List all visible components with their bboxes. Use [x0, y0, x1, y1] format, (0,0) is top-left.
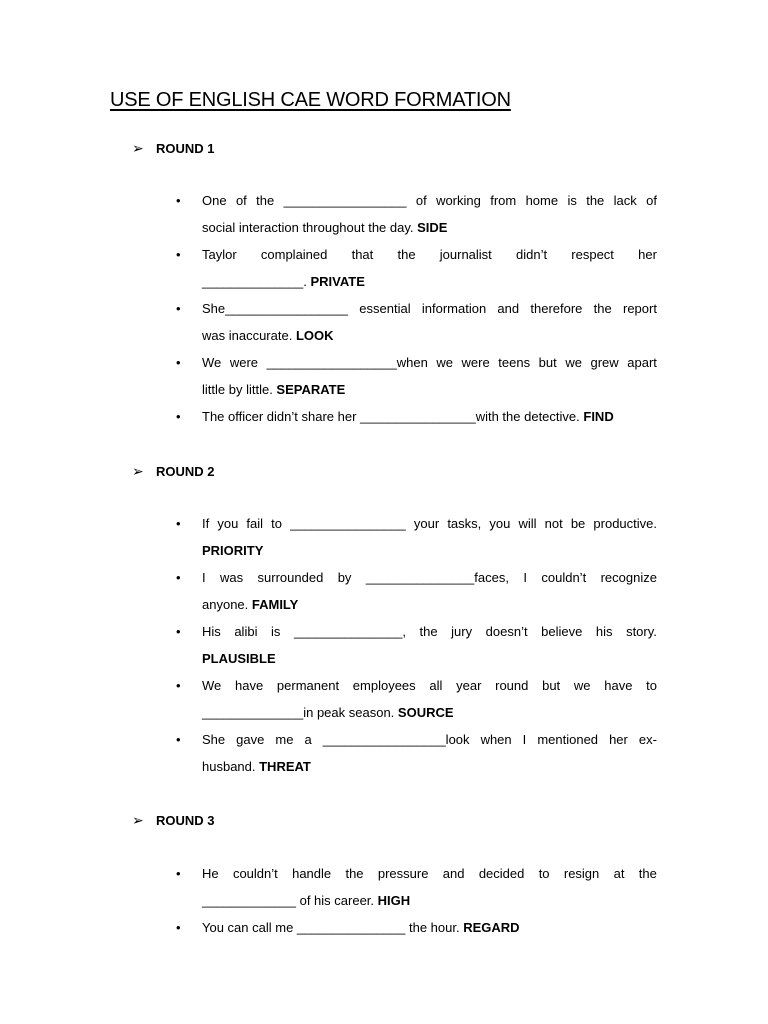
sentence-word: her: [609, 732, 628, 747]
sentence-word: We: [202, 355, 222, 370]
sentence-word: not: [544, 516, 563, 531]
sentence-text: husband.: [202, 759, 260, 774]
sentence-word: ex-: [638, 732, 657, 747]
sentence-line-2: [202, 753, 657, 780]
sentence-word: the: [419, 624, 438, 639]
sentence-word: teens: [498, 355, 531, 370]
sentence-word: be: [570, 516, 586, 531]
sentence-word: her: [638, 247, 657, 262]
sentence-word: One: [202, 193, 227, 208]
sentence-word: of: [646, 193, 657, 208]
sentence-word: employees: [352, 678, 416, 693]
sentence-word: by: [337, 570, 352, 585]
sentence-word: to: [271, 516, 282, 531]
bullet-icon: •: [176, 193, 181, 208]
sentence-word: couldn’t: [232, 866, 278, 881]
sentence-line-1: [202, 672, 657, 699]
sentence-word: apart: [627, 355, 657, 370]
arrow-bullet-icon: ➢: [132, 463, 144, 479]
sentence-word: is: [567, 193, 577, 208]
sentence-word: of: [415, 193, 427, 208]
sentence-line-1: [202, 564, 657, 591]
round-heading: [132, 139, 215, 158]
keyword: PRIVATE: [310, 274, 365, 289]
sentence-word: I: [523, 570, 527, 585]
sentence-word: jury: [451, 624, 473, 639]
sentence-line-2: [202, 322, 657, 349]
sentence-word: we: [436, 355, 453, 370]
keyword: HIGH: [377, 893, 411, 908]
sentence-text: _____________ of his career.: [202, 893, 378, 908]
sentence-word: couldn’t: [541, 570, 587, 585]
sentence-word: If: [202, 516, 210, 531]
bullet-icon: •: [176, 732, 181, 747]
bullet-icon: •: [176, 866, 181, 881]
sentence-word: essential: [359, 301, 411, 316]
keyword: PLAUSIBLE: [202, 651, 276, 666]
sentence-word: the: [397, 247, 416, 262]
sentence-word: _______________,: [293, 624, 406, 639]
sentence-word: __________________when: [266, 355, 428, 370]
sentence-text: little by little.: [202, 382, 277, 397]
sentence-word: mentioned: [537, 732, 599, 747]
sentence-word: were: [229, 355, 259, 370]
sentence-word: tasks,: [447, 516, 482, 531]
keyword: FIND: [583, 409, 614, 424]
sentence-word: handle: [292, 866, 332, 881]
sentence-word: decided: [478, 866, 525, 881]
sentence-word: alibi: [234, 624, 258, 639]
bullet-icon: •: [176, 624, 181, 639]
sentence-line-1: [202, 510, 657, 537]
sentence-word: He: [202, 866, 219, 881]
sentence-word: we: [573, 678, 591, 693]
sentence-word: and: [497, 301, 520, 316]
round-heading: [132, 462, 215, 481]
sentence-word: _______________faces,: [365, 570, 509, 585]
sentence-line-2: [202, 268, 657, 295]
sentence-line-1: [202, 726, 657, 753]
arrow-bullet-icon: ➢: [132, 140, 144, 156]
sentence-word: permanent: [276, 678, 340, 693]
sentence-word: me: [275, 732, 294, 747]
keyword: REGARD: [463, 920, 520, 935]
sentence-word: that: [351, 247, 374, 262]
sentence-line-2: [202, 645, 657, 672]
sentence-word: I: [202, 570, 206, 585]
sentence-word: We: [202, 678, 222, 693]
keyword: LOOK: [295, 328, 334, 343]
bullet-icon: •: [176, 516, 181, 531]
sentence-word: _________________: [283, 193, 407, 208]
bullet-icon: •: [176, 409, 181, 424]
sentence-text: social interaction throughout the day.: [202, 220, 418, 235]
sentence-word: His: [202, 624, 221, 639]
sentence-text: You can call me _______________ the hour.: [202, 920, 464, 935]
sentence-word: the: [593, 301, 612, 316]
sentence-line-1: [202, 860, 657, 887]
sentence-word: to: [538, 866, 550, 881]
sentence-line-2: [202, 591, 657, 618]
sentence-line-2: [202, 376, 657, 403]
sentence-word: was: [220, 570, 244, 585]
sentence-word: believe: [541, 624, 583, 639]
sentence-line-1: [202, 241, 657, 268]
sentence-word: your: [413, 516, 440, 531]
keyword: FAMILY: [251, 597, 299, 612]
keyword: THREAT: [259, 759, 311, 774]
sentence-word: all: [429, 678, 443, 693]
sentence-word: to: [646, 678, 657, 693]
sentence-word: gave: [236, 732, 265, 747]
bullet-icon: •: [176, 247, 181, 262]
sentence-word: working: [436, 193, 481, 208]
sentence-word: from: [490, 193, 517, 208]
bullet-icon: •: [176, 920, 181, 935]
arrow-bullet-icon: ➢: [132, 812, 144, 828]
round-label: ROUND 1: [156, 141, 215, 156]
sentence-word: year: [456, 678, 482, 693]
sentence-word: fail: [246, 516, 264, 531]
sentence-word: is: [271, 624, 281, 639]
sentence-line: [202, 914, 657, 941]
sentence-word: have: [234, 678, 264, 693]
sentence-word: respect: [571, 247, 614, 262]
sentence-word: journalist: [439, 247, 492, 262]
sentence-text: ______________in peak season.: [202, 705, 398, 720]
sentence-word: have: [604, 678, 633, 693]
sentence-word: pressure: [377, 866, 429, 881]
sentence-word: you: [217, 516, 239, 531]
sentence-text: was inaccurate.: [202, 328, 296, 343]
sentence-word: doesn’t: [485, 624, 528, 639]
sentence-word: a: [304, 732, 312, 747]
sentence-line: [202, 403, 657, 430]
sentence-word: but: [542, 678, 561, 693]
round-label: ROUND 3: [156, 813, 215, 828]
keyword: SIDE: [417, 220, 448, 235]
bullet-icon: •: [176, 678, 181, 693]
sentence-line-2: [202, 699, 657, 726]
sentence-word: therefore: [530, 301, 583, 316]
sentence-word: home: [525, 193, 559, 208]
sentence-word: of: [235, 193, 247, 208]
sentence-word: resign: [563, 866, 600, 881]
sentence-word: productive.: [593, 516, 657, 531]
sentence-word: when: [480, 732, 512, 747]
keyword: SEPARATE: [276, 382, 346, 397]
sentence-line-1: [202, 295, 657, 322]
sentence-word: She_________________: [202, 301, 349, 316]
sentence-word: Taylor: [202, 247, 237, 262]
sentence-word: surrounded: [257, 570, 324, 585]
sentence-text: ______________.: [202, 274, 311, 289]
round-heading: [132, 811, 215, 830]
sentence-word: and: [442, 866, 465, 881]
sentence-line-1: [202, 618, 657, 645]
sentence-word: the: [638, 866, 657, 881]
sentence-line-2: [202, 887, 657, 914]
sentence-word: will: [518, 516, 537, 531]
sentence-word: I: [522, 732, 527, 747]
sentence-word: you: [489, 516, 511, 531]
sentence-word: didn’t: [516, 247, 548, 262]
sentence-text: anyone.: [202, 597, 252, 612]
keyword: SOURCE: [397, 705, 454, 720]
sentence-word: his: [595, 624, 613, 639]
sentence-word: we: [565, 355, 582, 370]
sentence-word: the: [586, 193, 605, 208]
sentence-word: report: [623, 301, 657, 316]
sentence-word: information: [421, 301, 487, 316]
sentence-word: round: [495, 678, 529, 693]
bullet-icon: •: [176, 355, 181, 370]
sentence-word: the: [256, 193, 275, 208]
sentence-line-2: [202, 214, 657, 241]
sentence-word: lack: [613, 193, 637, 208]
sentence-word: complained: [260, 247, 328, 262]
keyword: PRIORITY: [202, 543, 264, 558]
sentence-word: _________________look: [322, 732, 470, 747]
sentence-word: at: [613, 866, 625, 881]
sentence-line-2: [202, 537, 657, 564]
sentence-line-1: [202, 349, 657, 376]
sentence-word: but: [538, 355, 557, 370]
page-title: USE OF ENGLISH CAE WORD FORMATION: [110, 89, 511, 111]
round-label: ROUND 2: [156, 464, 215, 479]
sentence-word: ________________: [290, 516, 406, 531]
sentence-word: the: [345, 866, 364, 881]
bullet-icon: •: [176, 570, 181, 585]
bullet-icon: •: [176, 301, 181, 316]
sentence-word: recognize: [600, 570, 657, 585]
sentence-word: grew: [590, 355, 619, 370]
sentence-line-1: [202, 187, 657, 214]
sentence-word: story.: [626, 624, 657, 639]
sentence-text: The officer didn’t share her ________________with the detective.: [202, 409, 584, 424]
sentence-word: She: [202, 732, 226, 747]
sentence-word: were: [461, 355, 490, 370]
